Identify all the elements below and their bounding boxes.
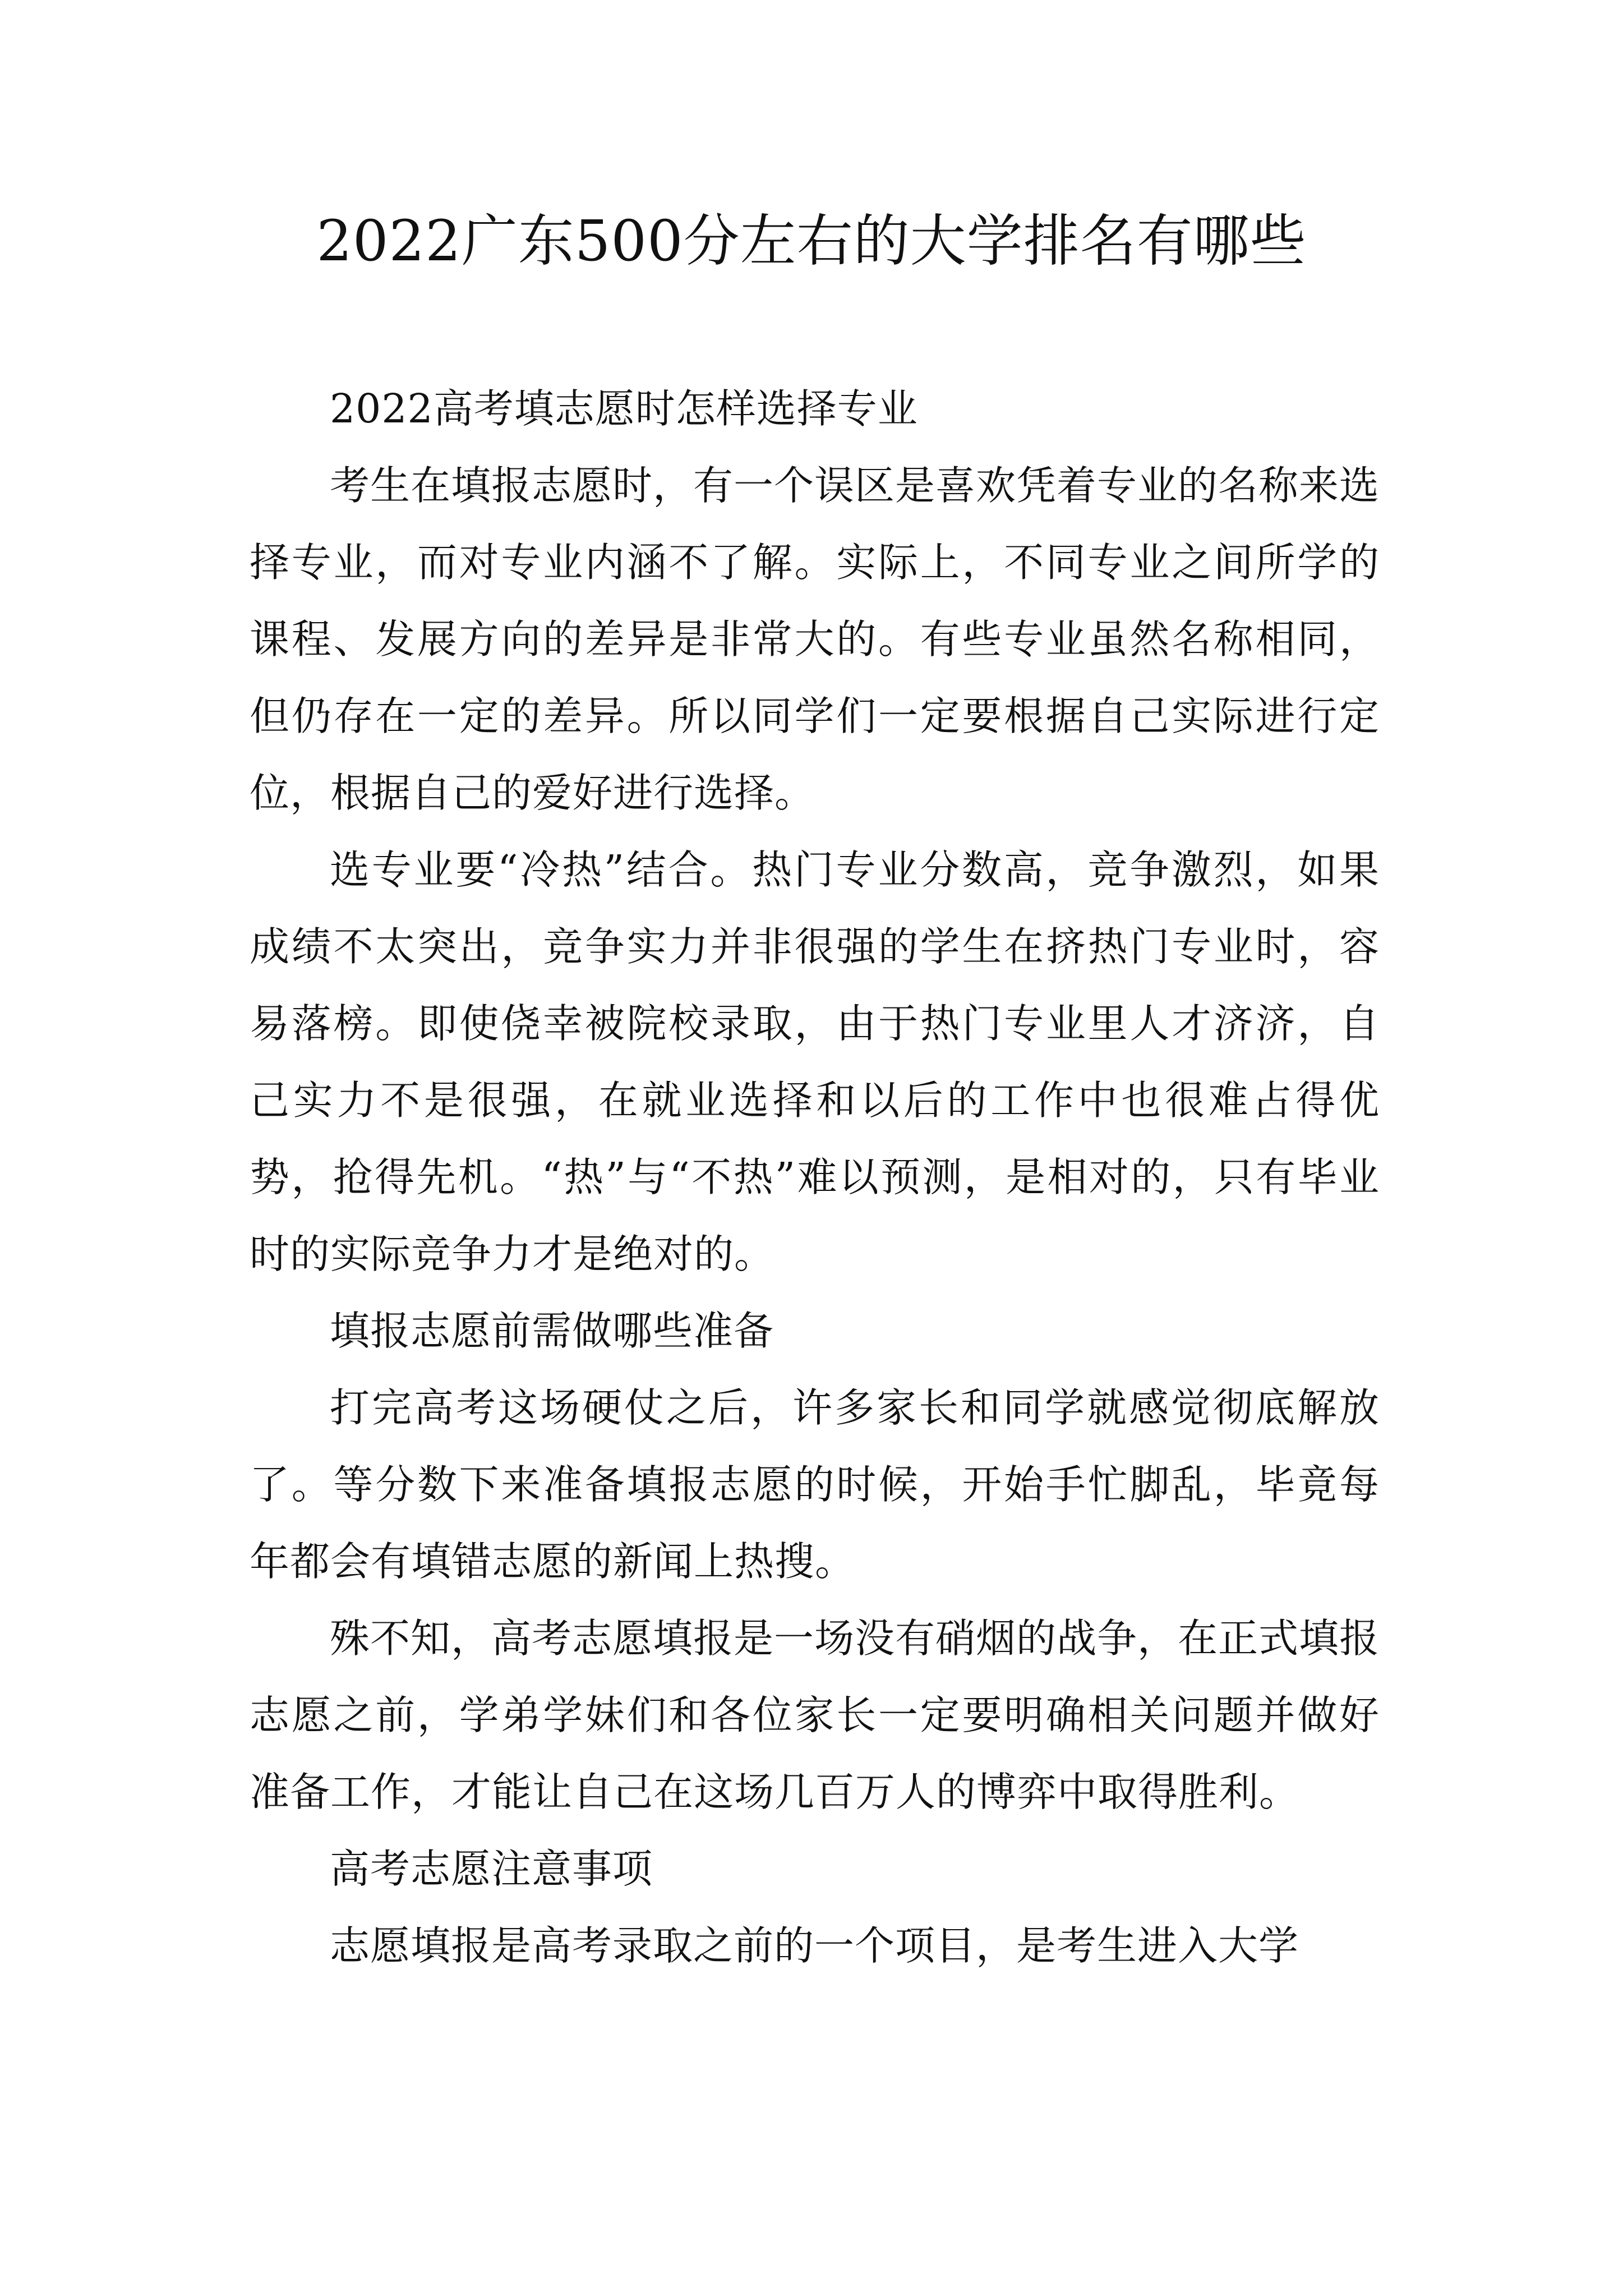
paragraph: 选专业要“冷热”结合。热门专业分数高，竞争激烈，如果成绩不太突出，竞争实力并非很强的学生在挤热门专业时，容易落榜。即使侥幸被院校录取，由于热门专业里人才济济，自己实力不是很强，在就业选择和以后的工作中也很难占得优势，抢得先机。“热”与“不热”难以预测，是相对的，只有毕业时的实际竞争力才是绝对的。 [250,846,1380,1277]
paragraph: 志愿填报是高考录取之前的一个项目，是考生进入大学 [330,1922,1299,1969]
section-heading: 高考志愿注意事项 [330,1846,653,1892]
paragraph: 考生在填报志愿时，有一个误区是喜欢凭着专业的名称来选择专业，而对专业内涵不了解。实际上，不同专业之间所学的课程、发展方向的差异是非常大的。有些专业虽然名称相同，但仍存在一定的差异。所以同学们一定要根据自己实际进行定位，根据自己的爱好进行选择。 [250,462,1380,816]
document-body [250,370,1380,1984]
section-heading: 2022高考填志愿时怎样选择专业 [330,385,918,432]
document-title: 2022广东500分左右的大学排名有哪些 [316,208,1307,274]
section-heading: 填报志愿前需做哪些准备 [330,1308,774,1354]
paragraph: 殊不知，高考志愿填报是一场没有硝烟的战争，在正式填报志愿之前，学弟学妹们和各位家长一定要明确相关问题并做好准备工作，才能让自己在这场几百万人的博弈中取得胜利。 [250,1615,1380,1815]
paragraph: 打完高考这场硬仗之后，许多家长和同学就感觉彻底解放了。等分数下来准备填报志愿的时候，开始手忙脚乱，毕竟每年都会有填错志愿的新闻上热搜。 [250,1384,1380,1585]
